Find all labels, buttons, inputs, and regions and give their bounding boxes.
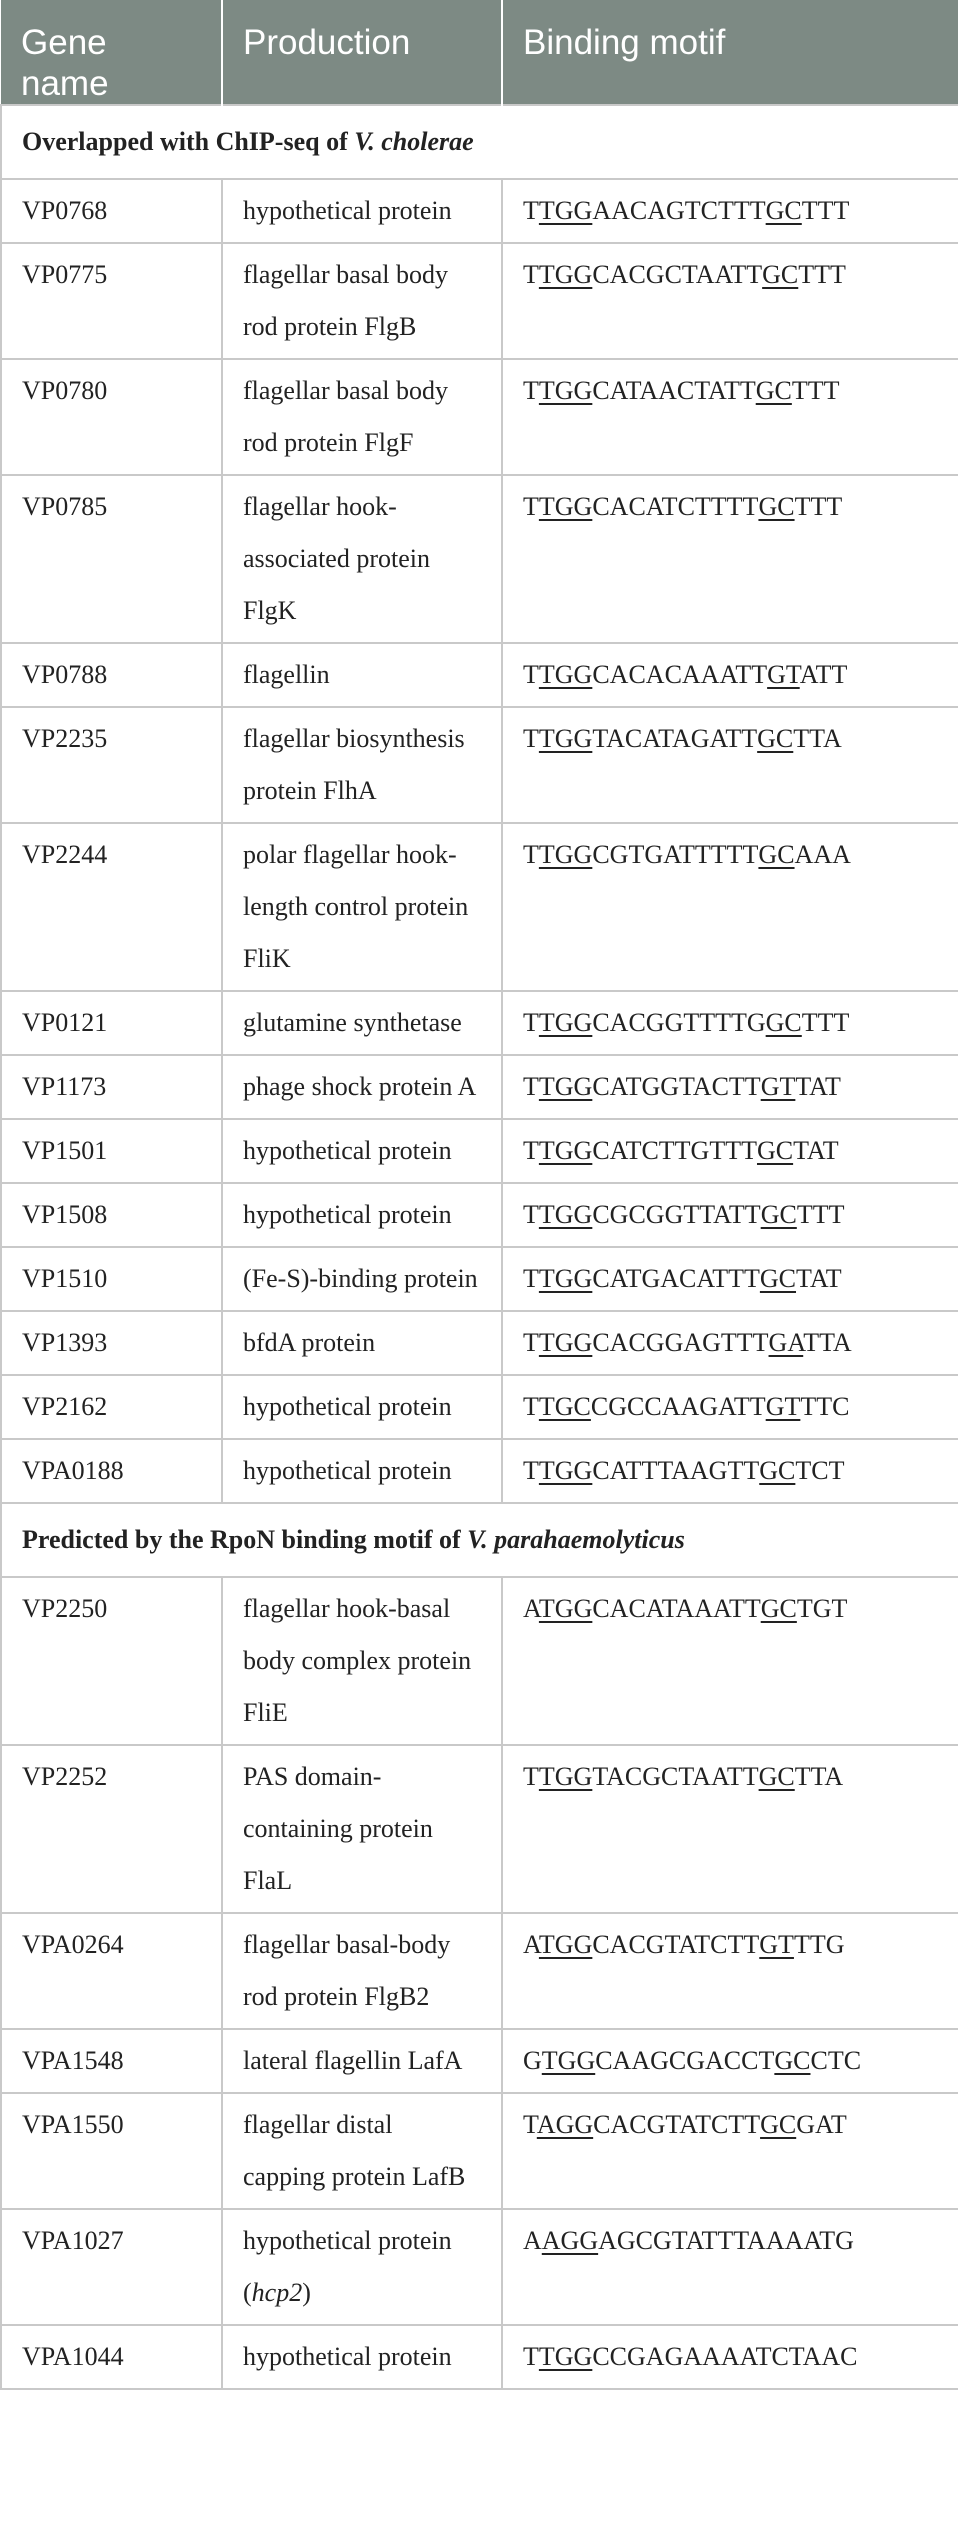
motif-conserved-segment: GC	[759, 1264, 797, 1293]
motif-segment: T	[523, 1072, 539, 1101]
motif-segment: A	[523, 2226, 542, 2255]
binding-motif-cell	[502, 359, 958, 475]
motif-segment: T	[523, 1200, 539, 1229]
table-row	[1, 2093, 958, 2209]
production-cell	[222, 475, 502, 643]
table-row	[1, 1247, 958, 1311]
motif-segment: T	[523, 1328, 539, 1357]
production-text: flagellar biosynthesis protein FlhA	[243, 724, 465, 805]
motif-segment: T	[523, 1264, 539, 1293]
gene-name-cell: VP1173	[1, 1055, 222, 1119]
table-row	[1, 179, 958, 243]
motif-conserved-segment: TGG	[538, 1328, 593, 1357]
section-title-text: Overlapped with ChIP-seq of	[22, 127, 355, 156]
production-cell	[222, 1247, 502, 1311]
gene-name-cell: VP1508	[1, 1183, 222, 1247]
motif-conserved-segment: GT	[760, 1072, 796, 1101]
motif-conserved-segment: GC	[762, 260, 799, 289]
gene-name-cell: VP2252	[1, 1745, 222, 1913]
motif-segment: T	[523, 1008, 539, 1037]
motif-segment: T	[523, 1762, 539, 1791]
gene-name-cell: VPA1044	[1, 2325, 222, 2389]
motif-conserved-segment: TGG	[538, 660, 593, 689]
motif-conserved-segment: GT	[759, 1930, 794, 1959]
motif-conserved-segment: TGG	[538, 196, 593, 225]
motif-segment: CGCCAAGATT	[590, 1392, 766, 1421]
table-row	[1, 1439, 958, 1503]
gene-name-cell: VP1510	[1, 1247, 222, 1311]
production-text: PAS domain-containing protein FlaL	[243, 1762, 433, 1895]
production-cell	[222, 1119, 502, 1183]
motif-segment: AGCGTATTTAAAATG	[598, 2226, 854, 2255]
motif-conserved-segment: GC	[760, 1594, 797, 1623]
gene-name-cell: VP0780	[1, 359, 222, 475]
motif-conserved-segment: TGG	[538, 1456, 593, 1485]
motif-segment: T	[523, 1392, 539, 1421]
motif-segment: CACATCTTTT	[592, 492, 759, 521]
section-title-species: V. parahaemolyticus	[467, 1525, 685, 1554]
motif-segment: CATAACTATT	[592, 376, 756, 405]
motif-segment: TTA	[803, 1328, 852, 1357]
motif-segment: TTG	[793, 1930, 845, 1959]
binding-motif-cell	[502, 1055, 958, 1119]
motif-segment: T	[523, 660, 539, 689]
motif-segment: TTT	[791, 376, 840, 405]
section-title	[1, 1503, 958, 1577]
table-row	[1, 2325, 958, 2389]
gene-name-cell: VP0768	[1, 179, 222, 243]
section-row	[1, 1503, 958, 1577]
motif-conserved-segment: GT	[765, 1392, 801, 1421]
production-cell	[222, 991, 502, 1055]
motif-conserved-segment: TGG	[538, 260, 593, 289]
motif-conserved-segment: GT	[767, 660, 800, 689]
binding-motif-cell	[502, 1375, 958, 1439]
table-row	[1, 1375, 958, 1439]
gene-name-cell: VPA1550	[1, 2093, 222, 2209]
motif-conserved-segment: GC	[758, 840, 795, 869]
motif-segment: CATTTAAGTT	[592, 1456, 760, 1485]
motif-segment: TCT	[795, 1456, 845, 1485]
motif-conserved-segment: GC	[755, 376, 792, 405]
binding-motif-cell	[502, 475, 958, 643]
motif-segment: T	[523, 2110, 537, 2139]
motif-segment: T	[523, 492, 539, 521]
production-text: polar flagellar hook-length control protein FliK	[243, 840, 469, 973]
motif-segment: CACGCTAATT	[592, 260, 763, 289]
table-header	[1, 0, 958, 105]
gene-name-cell: VP2244	[1, 823, 222, 991]
binding-motif-cell	[502, 1745, 958, 1913]
production-cell	[222, 2325, 502, 2389]
motif-segment: AACAGTCTTT	[592, 196, 766, 225]
motif-conserved-segment: TGG	[538, 1008, 593, 1037]
production-cell	[222, 1577, 502, 1745]
table-row	[1, 1745, 958, 1913]
motif-conserved-segment: GC	[756, 1136, 794, 1165]
table-row	[1, 1055, 958, 1119]
table-row	[1, 991, 958, 1055]
gene-name-cell: VP2162	[1, 1375, 222, 1439]
motif-segment: TAT	[796, 1264, 842, 1293]
motif-segment: TACATAGATT	[592, 724, 758, 753]
motif-segment: TGT	[796, 1594, 848, 1623]
production-text: flagellar hook-associated protein FlgK	[243, 492, 430, 625]
gene-name-cell: VPA1027	[1, 2209, 222, 2325]
motif-segment: T	[523, 840, 539, 869]
production-text: (Fe-S)-binding protein	[243, 1264, 478, 1293]
binding-motif-cell	[502, 1247, 958, 1311]
motif-conserved-segment: GC	[760, 1200, 797, 1229]
production-text: hypothetical protein	[243, 2342, 452, 2371]
production-text: hypothetical protein	[243, 196, 452, 225]
production-text: hypothetical protein	[243, 1456, 452, 1485]
production-cell	[222, 1183, 502, 1247]
binding-motif-cell	[502, 2325, 958, 2389]
motif-conserved-segment: GC	[758, 1762, 795, 1791]
motif-segment: TAT	[795, 1072, 841, 1101]
motif-segment: T	[523, 196, 539, 225]
table-row	[1, 475, 958, 643]
motif-segment: T	[523, 376, 539, 405]
production-text: flagellar hook-basal body complex protein FliE	[243, 1594, 472, 1727]
motif-conserved-segment: TGG	[538, 1200, 593, 1229]
motif-segment: TTT	[798, 260, 846, 289]
gene-name-cell: VP0788	[1, 643, 222, 707]
motif-segment: CATGGTACTT	[592, 1072, 761, 1101]
section-row	[1, 105, 958, 179]
motif-segment: TAT	[793, 1136, 839, 1165]
production-cell	[222, 823, 502, 991]
table-row	[1, 1119, 958, 1183]
motif-conserved-segment: GC	[760, 2110, 797, 2139]
header-binding-motif: Binding motif	[502, 0, 958, 105]
motif-segment: CACATAAATT	[592, 1594, 761, 1623]
motif-segment: CACGTATCTT	[593, 2110, 761, 2139]
motif-conserved-segment: TGG	[538, 840, 593, 869]
table-row	[1, 1311, 958, 1375]
table-row	[1, 823, 958, 991]
gene-name-cell: VP0785	[1, 475, 222, 643]
production-cell	[222, 1375, 502, 1439]
binding-motif-cell	[502, 823, 958, 991]
binding-motif-cell	[502, 1119, 958, 1183]
motif-segment: CGCGGTTATT	[592, 1200, 761, 1229]
production-cell	[222, 359, 502, 475]
production-text: flagellar distal capping protein LafB	[243, 2110, 466, 2191]
motif-segment: TTT	[796, 1200, 845, 1229]
table-row	[1, 359, 958, 475]
production-text: hypothetical protein	[243, 1200, 452, 1229]
motif-conserved-segment: TGG	[538, 1136, 593, 1165]
motif-segment: CATCTTGTTT	[592, 1136, 757, 1165]
motif-segment: G	[523, 2046, 542, 2075]
motif-segment: TTA	[793, 724, 842, 753]
table-body	[1, 105, 958, 2389]
motif-segment: TTC	[800, 1392, 850, 1421]
motif-segment: CACGGTTTTG	[592, 1008, 766, 1037]
gene-name-cell: VP0775	[1, 243, 222, 359]
production-text: flagellar basal body rod protein FlgF	[243, 376, 449, 457]
motif-segment: T	[523, 1456, 539, 1485]
motif-conserved-segment: TGG	[538, 1930, 593, 1959]
motif-segment: TACGCTAATT	[592, 1762, 759, 1791]
motif-segment: CGTGATTTTT	[592, 840, 759, 869]
header-row	[1, 0, 958, 105]
motif-segment: T	[523, 260, 539, 289]
motif-conserved-segment: GA	[768, 1328, 804, 1357]
section-title-text: Predicted by the RpoN binding motif of	[22, 1525, 468, 1554]
motif-segment: T	[523, 2342, 539, 2371]
table-row	[1, 1183, 958, 1247]
binding-motif-cell	[502, 2209, 958, 2325]
gene-name-cell: VP0121	[1, 991, 222, 1055]
production-cell	[222, 2093, 502, 2209]
motif-segment: CCGAGAAAATCTAAC	[592, 2342, 858, 2371]
production-cell	[222, 1913, 502, 2029]
production-text: glutamine synthetase	[243, 1008, 462, 1037]
motif-segment: CACGTATCTT	[592, 1930, 760, 1959]
production-text: flagellar basal body rod protein FlgB	[243, 260, 449, 341]
motif-conserved-segment: AGG	[541, 2226, 599, 2255]
binding-motif-cell	[502, 1439, 958, 1503]
motif-segment: TTA	[794, 1762, 844, 1791]
motif-conserved-segment: TGG	[538, 1594, 593, 1623]
motif-conserved-segment: GC	[757, 724, 794, 753]
motif-segment: T	[523, 724, 539, 753]
production-text: lateral flagellin LafA	[243, 2046, 463, 2075]
binding-motif-cell	[502, 2029, 958, 2093]
gene-name-cell: VPA0264	[1, 1913, 222, 2029]
table-row	[1, 243, 958, 359]
motif-conserved-segment: GC	[765, 1008, 802, 1037]
motif-conserved-segment: TGG	[538, 1762, 593, 1791]
production-gene-symbol: hcp2	[251, 2278, 303, 2307]
motif-segment: CATGACATTT	[592, 1264, 760, 1293]
motif-conserved-segment: TGG	[538, 1072, 593, 1101]
motif-segment: TTT	[801, 196, 850, 225]
motif-segment: T	[523, 1136, 539, 1165]
binding-motif-cell	[502, 643, 958, 707]
production-cell: hypothetical protein (hcp2)	[222, 2209, 502, 2325]
motif-conserved-segment: TGG	[541, 2046, 596, 2075]
gene-name-cell: VP2250	[1, 1577, 222, 1745]
gene-name-cell: VP1501	[1, 1119, 222, 1183]
motif-conserved-segment: TGC	[538, 1392, 591, 1421]
binding-motif-cell	[502, 707, 958, 823]
gene-name-cell: VP1393	[1, 1311, 222, 1375]
production-text: hypothetical protein	[243, 2226, 452, 2255]
gene-name-cell: VP2235	[1, 707, 222, 823]
motif-segment: CACACAAATT	[592, 660, 768, 689]
motif-segment: TTT	[794, 492, 843, 521]
motif-segment: ATT	[799, 660, 848, 689]
production-cell	[222, 1745, 502, 1913]
binding-motif-cell	[502, 1311, 958, 1375]
table-row	[1, 1577, 958, 1745]
motif-segment: A	[523, 1930, 539, 1959]
motif-conserved-segment: TGG	[538, 2342, 593, 2371]
motif-segment: CACGGAGTTT	[592, 1328, 769, 1357]
motif-conserved-segment: GC	[758, 492, 795, 521]
motif-conserved-segment: TGG	[538, 724, 593, 753]
production-text: hypothetical protein	[243, 1392, 452, 1421]
header-production: Production	[222, 0, 502, 105]
header-gene-name: Gene name	[1, 0, 222, 105]
production-text: phage shock protein A	[243, 1072, 477, 1101]
motif-conserved-segment: GC	[765, 196, 802, 225]
binding-motif-cell	[502, 2093, 958, 2209]
production-text: flagellin	[243, 660, 330, 689]
table-row	[1, 643, 958, 707]
production-cell	[222, 1055, 502, 1119]
binding-motif-cell	[502, 243, 958, 359]
production-text: flagellar basal-body rod protein FlgB2	[243, 1930, 451, 2011]
production-text: bfdA protein	[243, 1328, 376, 1357]
table-row	[1, 2209, 958, 2325]
gene-name-cell: VPA1548	[1, 2029, 222, 2093]
section-title-species: V. cholerae	[354, 127, 474, 156]
binding-motif-cell	[502, 179, 958, 243]
motif-conserved-segment: GC	[774, 2046, 811, 2075]
production-cell	[222, 1311, 502, 1375]
gene-name-cell: VPA0188	[1, 1439, 222, 1503]
motif-segment: TTT	[801, 1008, 850, 1037]
production-cell	[222, 2029, 502, 2093]
binding-motif-cell	[502, 1577, 958, 1745]
motif-segment: A	[523, 1594, 539, 1623]
binding-motif-cell	[502, 1913, 958, 2029]
motif-conserved-segment: GC	[759, 1456, 796, 1485]
table-row	[1, 1913, 958, 2029]
production-text: hypothetical protein	[243, 1136, 452, 1165]
binding-motif-cell	[502, 991, 958, 1055]
motif-conserved-segment: TGG	[538, 1264, 593, 1293]
binding-motif-cell	[502, 1183, 958, 1247]
production-cell	[222, 643, 502, 707]
motif-conserved-segment: AGG	[536, 2110, 594, 2139]
table-row	[1, 707, 958, 823]
table-row	[1, 2029, 958, 2093]
production-cell	[222, 707, 502, 823]
production-cell	[222, 179, 502, 243]
motif-conserved-segment: TGG	[538, 376, 593, 405]
motif-segment: CAAGCGACCT	[595, 2046, 775, 2075]
production-cell	[222, 1439, 502, 1503]
motif-conserved-segment: TGG	[538, 492, 593, 521]
motif-segment: CTC	[810, 2046, 862, 2075]
section-title	[1, 105, 958, 179]
production-cell	[222, 243, 502, 359]
motif-segment: GAT	[796, 2110, 847, 2139]
motif-segment: AAA	[794, 840, 851, 869]
